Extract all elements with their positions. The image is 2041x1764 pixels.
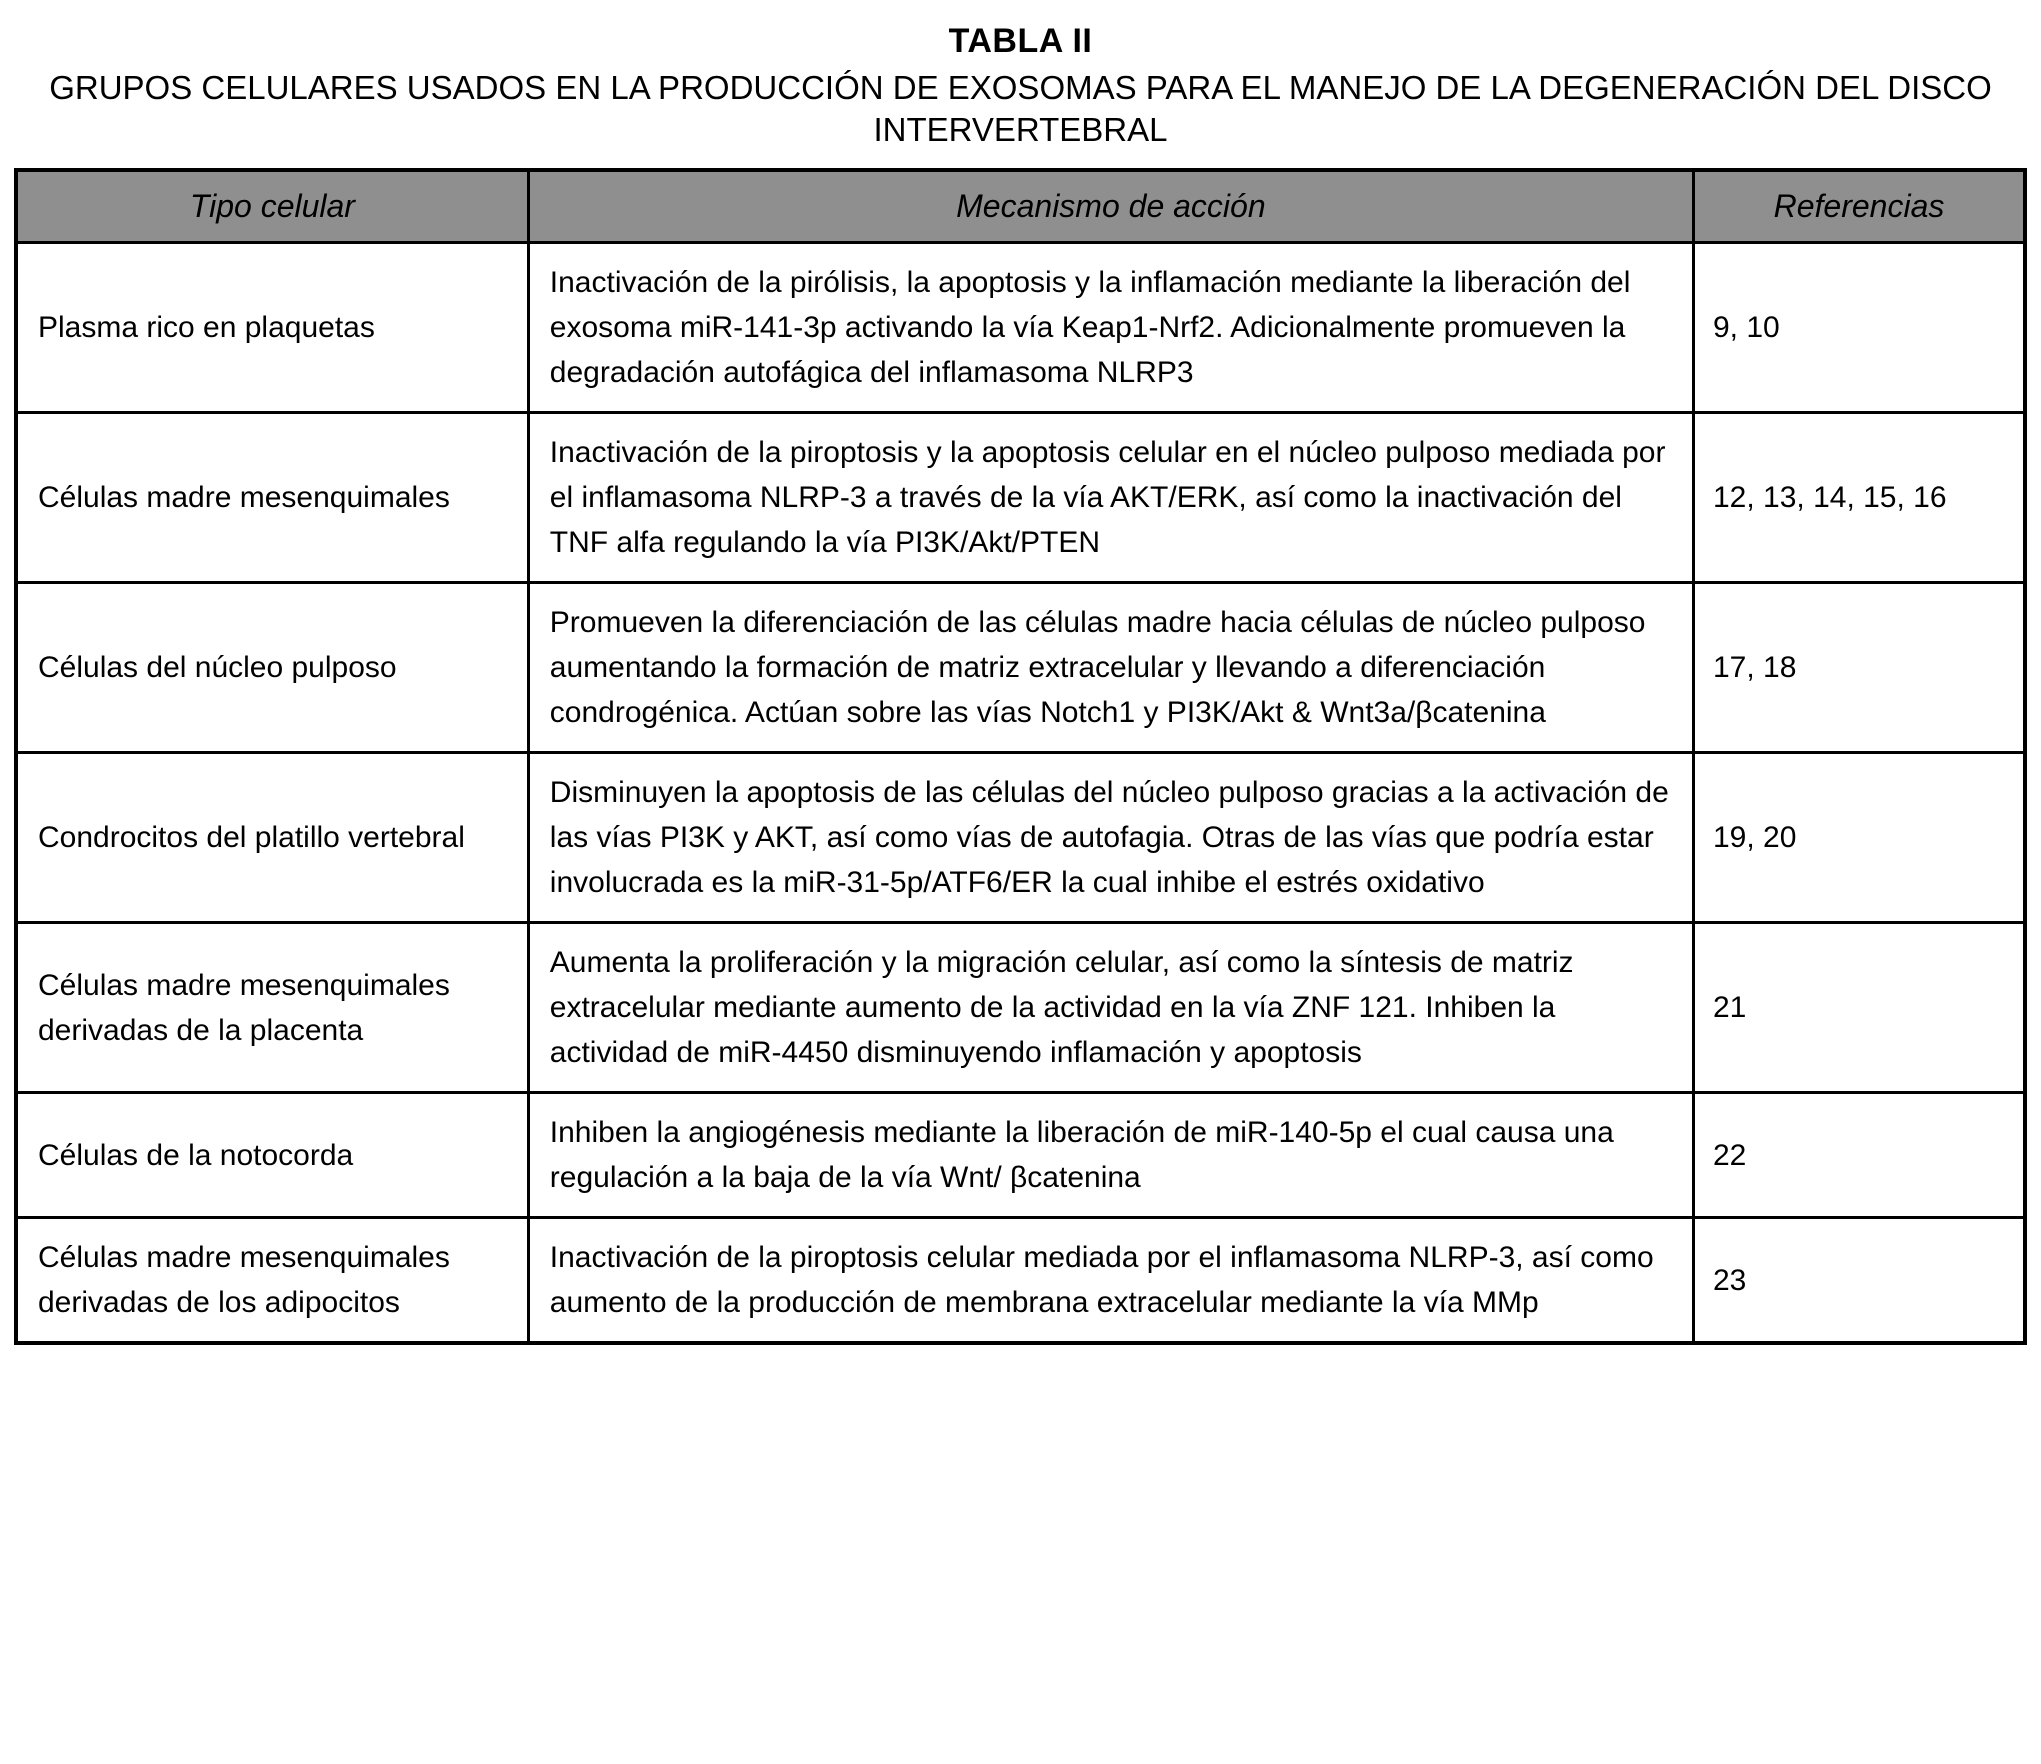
cell-tipo-celular: Condrocitos del platillo vertebral bbox=[16, 753, 528, 923]
cell-referencias: 9, 10 bbox=[1694, 243, 2026, 413]
table-row bbox=[16, 923, 2025, 1093]
col-header-mecanismo: Mecanismo de acción bbox=[528, 170, 1693, 243]
table-row bbox=[16, 583, 2025, 753]
table-row bbox=[16, 1093, 2025, 1218]
table-row bbox=[16, 753, 2025, 923]
cell-referencias: 23 bbox=[1694, 1218, 2026, 1344]
table-title: TABLA II bbox=[948, 22, 1093, 60]
cell-tipo-celular: Células del núcleo pulposo bbox=[16, 583, 528, 753]
cell-referencias: 17, 18 bbox=[1694, 583, 2026, 753]
cell-mecanismo: Aumenta la proliferación y la migración celular, así como la síntesis de matriz extracelular mediante aumento de la actividad en la vía ZNF 121. Inhiben la actividad de miR-4450 disminuyendo inflamación y apoptosis bbox=[528, 923, 1693, 1093]
cell-mecanismo: Inactivación de la piroptosis y la apoptosis celular en el núcleo pulposo mediada por el inflamasoma NLRP-3 a través de la vía AKT/ERK, así como la inactivación del TNF alfa regulando la vía PI3K/Akt/PTEN bbox=[528, 413, 1693, 583]
col-header-referencias: Referencias bbox=[1694, 170, 2026, 243]
col-header-tipo-celular: Tipo celular bbox=[16, 170, 528, 243]
data-table bbox=[14, 168, 2027, 1345]
cell-mecanismo: Disminuyen la apoptosis de las células del núcleo pulposo gracias a la activación de las vías PI3K y AKT, así como vías de autofagia. Otras de las vías que podría estar involucrada es la miR-31-5p/ATF6/ER la cual inhibe el estrés oxidativo bbox=[528, 753, 1693, 923]
cell-mecanismo: Promueven la diferenciación de las células madre hacia células de núcleo pulposo aumentando la formación de matriz extracelular y llevando a diferenciación condrogénica. Actúan sobre las vías Notch1 y PI3K/Akt & Wnt3a/βcatenina bbox=[528, 583, 1693, 753]
cell-mecanismo: Inactivación de la pirólisis, la apoptosis y la inflamación mediante la liberación del exosoma miR-141-3p activando la vía Keap1-Nrf2. Adicionalmente promueven la degradación autofágica del inflamasoma NLRP3 bbox=[528, 243, 1693, 413]
cell-referencias: 22 bbox=[1694, 1093, 2026, 1218]
cell-referencias: 21 bbox=[1694, 923, 2026, 1093]
cell-tipo-celular: Células madre mesenquimales bbox=[16, 413, 528, 583]
cell-tipo-celular: Células madre mesenquimales derivadas de los adipocitos bbox=[16, 1218, 528, 1344]
cell-referencias: 19, 20 bbox=[1694, 753, 2026, 923]
table-header-row bbox=[16, 170, 2025, 243]
cell-referencias: 12, 13, 14, 15, 16 bbox=[1694, 413, 2026, 583]
cell-mecanismo: Inhiben la angiogénesis mediante la liberación de miR-140-5p el cual causa una regulación a la baja de la vía Wnt/ βcatenina bbox=[528, 1093, 1693, 1218]
table-row bbox=[16, 1218, 2025, 1344]
table-row bbox=[16, 413, 2025, 583]
table-caption: GRUPOS CELULARES USADOS EN LA PRODUCCIÓN DE EXOSOMAS PARA EL MANEJO DE LA DEGENERACIÓN DEL DISCO INTERVERTEBRAL bbox=[49, 68, 1992, 149]
cell-mecanismo: Inactivación de la piroptosis celular mediada por el inflamasoma NLRP-3, así como aumento de la producción de membrana extracelular mediante la vía MMp bbox=[528, 1218, 1693, 1344]
cell-tipo-celular: Plasma rico en plaquetas bbox=[16, 243, 528, 413]
cell-tipo-celular: Células madre mesenquimales derivadas de la placenta bbox=[16, 923, 528, 1093]
cell-tipo-celular: Células de la notocorda bbox=[16, 1093, 528, 1218]
table-row bbox=[16, 243, 2025, 413]
